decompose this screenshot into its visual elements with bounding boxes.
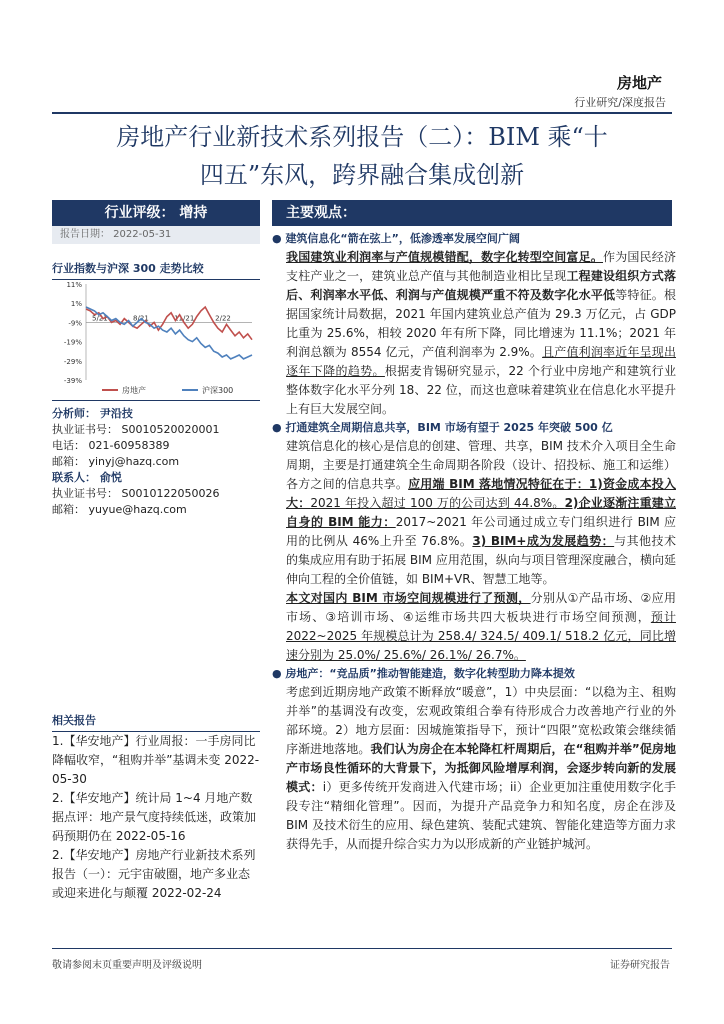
bullet-heading-2: ● 打通建筑全周期信息共享，BIM 市场有望于 2025 年突破 500 亿 bbox=[272, 421, 613, 434]
legend-label: 房地产 bbox=[122, 386, 146, 395]
x-tick-label: 2/22 bbox=[215, 314, 231, 323]
related-report-3: 2.【华安地产】房地产行业新技术系列报告（一）：元宇宙破圈，地产多业态或迎来进化与颠覆 2022-02-24 bbox=[52, 848, 256, 900]
related-report-2: 2.【华安地产】统计局 1~4 月地产数据点评：地产景气度持续低迷，政策加码预期仍在 2022-05-16 bbox=[52, 791, 257, 843]
main-content bbox=[272, 230, 676, 854]
analyst-email: 邮箱： yinyj@hazq.com bbox=[52, 455, 180, 468]
y-tick-label: -9% bbox=[68, 319, 82, 328]
analyst-info bbox=[52, 406, 262, 518]
p4-bold: 我们认为房企在本轮降杠杆周期后，在“租购并举”促房地产市场良性循环的大背景下，为抵御风险增厚利润，会逐步转向新的发展模式： bbox=[286, 742, 676, 794]
y-tick-label: -39% bbox=[63, 377, 82, 385]
p2-underline-1: 应用端 BIM 落地情况特征在于：1)资金成本投入大： bbox=[286, 477, 676, 510]
y-tick-label: -29% bbox=[63, 357, 82, 366]
contact-email: 邮箱： yuyue@hazq.com bbox=[52, 503, 187, 516]
chart-title: 行业指数与沪深 300 走势比较 bbox=[52, 260, 260, 280]
bullet-heading-1-text: 建筑信息化“箭在弦上”，低渗透率发展空间广阔 bbox=[285, 232, 520, 245]
header-divider bbox=[52, 112, 672, 114]
p2-underline-3: 3) BIM+成为发展趋势： bbox=[472, 534, 615, 548]
y-tick-label: -19% bbox=[63, 338, 82, 347]
related-reports-title: 相关报告 bbox=[52, 712, 260, 732]
title-line-2: 四五”东风，跨界融合集成创新 bbox=[199, 161, 525, 189]
paragraph-3 bbox=[272, 589, 676, 665]
p1-underline: 且产值利润率近年呈现出逐年下降的趋势。 bbox=[286, 345, 676, 378]
p2-text-a: 建筑信息化的核心是信息的创建、管理、共享，BIM 技术介入项目全生命周期，主要是打通建筑全生命周期各阶段（设计、招投标、施工和运维）各方之间的信息共享。 bbox=[286, 439, 676, 491]
analyst-phone: 电话： 021-60958389 bbox=[52, 439, 170, 452]
chart-divider bbox=[52, 400, 260, 401]
bullet-heading-3-text: 房地产：“竞品质”推动智能建造，数字化转型助力降本提效 bbox=[285, 667, 575, 680]
paragraph-2 bbox=[272, 437, 676, 589]
p1-text-a: 作为国民经济支柱产业之一，建筑业总产值与其他制造业相比呈现 bbox=[286, 250, 676, 283]
p2-underline-2: 2)企业逐渐注重建立自身的 BIM 能力： bbox=[286, 496, 676, 529]
y-tick-label: 1% bbox=[70, 300, 82, 309]
p3-underline: 本文对国内 BIM 市场空间规模进行了预测， bbox=[286, 591, 531, 605]
p2-underline-1b: 2021 年投入超过 100 万的公司达到 44.8%。 bbox=[310, 496, 565, 510]
x-tick-label: 8/21 bbox=[133, 314, 149, 323]
title-line-1: 房地产行业新技术系列报告（二）：BIM 乘“十 bbox=[116, 123, 608, 151]
analyst-cert: 执业证书号： S0010520020001 bbox=[52, 423, 220, 436]
report-date: 报告日期： 2022-05-31 bbox=[52, 226, 260, 244]
bullet-heading-1: ● 建筑信息化“箭在弦上”，低渗透率发展空间广阔 bbox=[272, 232, 520, 245]
chart-svg bbox=[52, 276, 260, 396]
p1-bold: 我国建筑业利润率与产值规模错配，数字化转型空间富足。 bbox=[286, 250, 604, 264]
footer-report-type: 证券研究报告 bbox=[610, 960, 670, 971]
p2-text-b: 2017~2021 年公司通过成立专门组织进行 BIM 应用的比例从 46%上升至 76.8%。 bbox=[286, 515, 676, 548]
bullet-heading-2-text: 打通建筑全周期信息共享，BIM 市场有望于 2025 年突破 500 亿 bbox=[285, 421, 613, 434]
related-report-1: 1.【华安地产】行业周报：一手房同比降幅收窄，“租购并举”基调未变 2022-05-30 bbox=[52, 734, 260, 786]
footer-disclaimer: 敬请参阅末页重要声明及评级说明 bbox=[52, 960, 202, 971]
p4-text-c: i）更多传统开发商进入代建市场；ii）企业更加注重使用数字化手段专注“精细化管理”。因而，为提升产品竞争力和知名度，房企在涉及 BIM 及技术衍生的应用、绿色建筑、装配式建筑、智能化建造等方面力求获得先手，从而提升综合实力为以形成新的产业链护城河。 bbox=[286, 780, 676, 851]
paragraph-1 bbox=[272, 248, 676, 419]
p1-text-c: 等特征。根据国家统计局数据，2021 年国内建筑业总产值为 29.3 万亿元，占 GDP 比重为 25.6%，相较 2020 年有所下降，同比增速为 11.1%；2021 年利润总额为 8554 亿元，产值利润率为 2.9%。 bbox=[286, 288, 676, 359]
main-points-heading: 主要观点： bbox=[272, 200, 672, 226]
x-tick-label: 5/21 bbox=[92, 314, 108, 323]
y-tick-label: 11% bbox=[66, 281, 82, 289]
series-line-real-estate bbox=[86, 307, 252, 340]
p3-underline-2: 预计 2022~2025 年规模总计为 258.4/ 324.5/ 409.1/ 518.2 亿元，同比增速分别为 25.0%/ 25.6%/ 26.1%/ 26.7%。 bbox=[286, 610, 676, 662]
index-comparison-chart bbox=[52, 276, 260, 396]
report-category: 房地产 bbox=[616, 74, 662, 92]
legend-label: 沪深300 bbox=[202, 386, 234, 395]
bullet-heading-3: ● 房地产：“竞品质”推动智能建造，数字化转型助力降本提效 bbox=[272, 667, 575, 680]
report-title bbox=[52, 118, 672, 194]
p3-text-a: 分别从①产品市场、②应用市场、③培训市场、④运维市场共四大板块进行市场空间预测， bbox=[286, 591, 676, 624]
p2-text-c: 与其他技术的集成应用有助于拓展 BIM 应用范围，纵向与项目管理深度融合，横向延伸向工程的全价值链，如 BIM+VR、智慧工地等。 bbox=[286, 534, 676, 586]
related-reports-list bbox=[52, 732, 260, 903]
report-subcategory: 行业研究/深度报告 bbox=[574, 96, 666, 109]
p4-text-a: 考虑到近期房地产政策不断释放“暖意”，1）中央层面：“以稳为主、租购并举”的基调没有改变，宏观政策组合拳有待形成合力改善地产行业的外部环境。2）地方层面：因城施策指导下，预计“四限”宽松政策会继续循序渐进地落地。 bbox=[286, 685, 676, 756]
x-tick-label: 11/21 bbox=[174, 314, 195, 323]
industry-rating: 行业评级： 增持 bbox=[52, 200, 260, 226]
p1-bold-2: 工程建设组织方式落后、利润率水平低、利润与产值规模严重不符及数字化水平低 bbox=[286, 269, 676, 302]
paragraph-4 bbox=[272, 683, 676, 854]
contact-name: 联系人： 俞悦 bbox=[52, 471, 122, 484]
footer-divider bbox=[52, 948, 672, 949]
analyst-name: 分析师： 尹沿技 bbox=[52, 407, 133, 420]
p1-text-d: 根据麦肯锡研究显示，22 个行业中房地产和建筑行业整体数字化水平分列 18、22 位，而这也意味着建筑业在信息化水平提升上有巨大发展空间。 bbox=[286, 364, 676, 416]
contact-cert: 执业证书号： S0010122050026 bbox=[52, 487, 220, 500]
